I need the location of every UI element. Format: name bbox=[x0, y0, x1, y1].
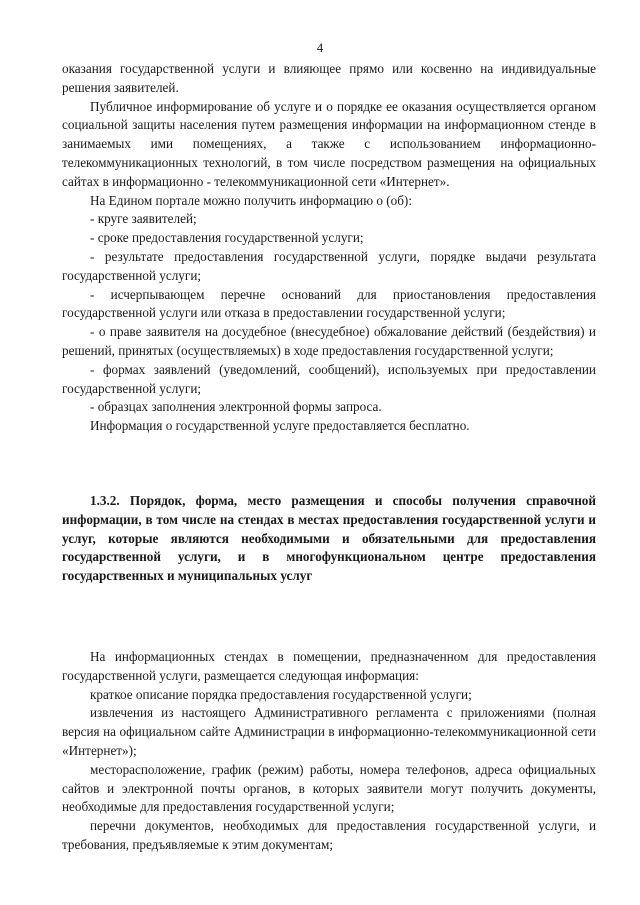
text-block-stands bbox=[62, 648, 596, 855]
list-item: - результате предоставления государственной услуги, порядке выдачи результата государственной услуги; bbox=[62, 248, 596, 283]
paragraph: На информационных стендах в помещении, предназначенном для предоставления государственной услуги, размещается следующая информация: bbox=[62, 649, 596, 683]
paragraph: Информация о государственной услуге предоставляется бесплатно. bbox=[90, 418, 470, 434]
list-item: перечни документов, необходимых для предоставления государственной услуги, и требования, предъявляемые к этим документам; bbox=[62, 818, 596, 852]
list-item: - сроке предоставления государственной услуги; bbox=[90, 230, 364, 246]
list-item: - формах заявлений (уведомлений, сообщений), используемых при предоставлении государственной услуги; bbox=[62, 361, 596, 396]
list-item: - круге заявителей; bbox=[90, 211, 197, 227]
list-item: месторасположение, график (режим) работы, номера телефонов, адреса официальных сайтов и электронной почты органов, в которых заявители могут получить документы, необходимые для предоставления государственной услуги; bbox=[62, 761, 596, 815]
paragraph: На Едином портале можно получить информацию о (об): bbox=[90, 192, 412, 208]
list-item: - о праве заявителя на досудебное (внесудебное) обжалование действий (бездействия) и решений, принятых (осуществляемых) в ходе предоставления государственной услуги; bbox=[62, 324, 596, 358]
list-item: - исчерпывающем перечне оснований для приостановления предоставления государственной услуги или отказа в предоставлении государственной услуги; bbox=[62, 286, 596, 321]
text-block-info bbox=[62, 60, 596, 436]
page-number: 4 bbox=[316, 40, 324, 55]
paragraph: Публичное информирование об услуге и о порядке ее оказания осуществляется органом социальной защиты населения путем размещения информации на информационном стенде в занимаемых ими помещениях, а также с использованием информационно-телекоммуникационных технологий, в том числе посредством размещения на официальных сайтах в информационно - телекоммуникационной сети «Интернет». bbox=[62, 98, 596, 189]
list-item: - образцах заполнения электронной формы запроса. bbox=[90, 399, 382, 415]
paragraph: оказания государственной услуги и влияющее прямо или косвенно на индивидуальные решения заявителей. bbox=[62, 61, 596, 95]
section-heading: 1.3.2. Порядок, форма, место размещения и способы получения справочной информации, в том числе на стендах в местах предоставления государственной услуги и услуг, которые являются необходимыми и обязательными для предоставления государственной услуги, и в многофункциональном центре предоставления государственных и муниципальных услуг bbox=[62, 493, 596, 584]
list-item: краткое описание порядка предоставления государственной услуги; bbox=[90, 686, 472, 702]
list-item: извлечения из настоящего Административного регламента с приложениями (полная версия на официальном сайте Администрации в информационно-телекоммуникационной сети «Интернет»); bbox=[62, 705, 596, 758]
